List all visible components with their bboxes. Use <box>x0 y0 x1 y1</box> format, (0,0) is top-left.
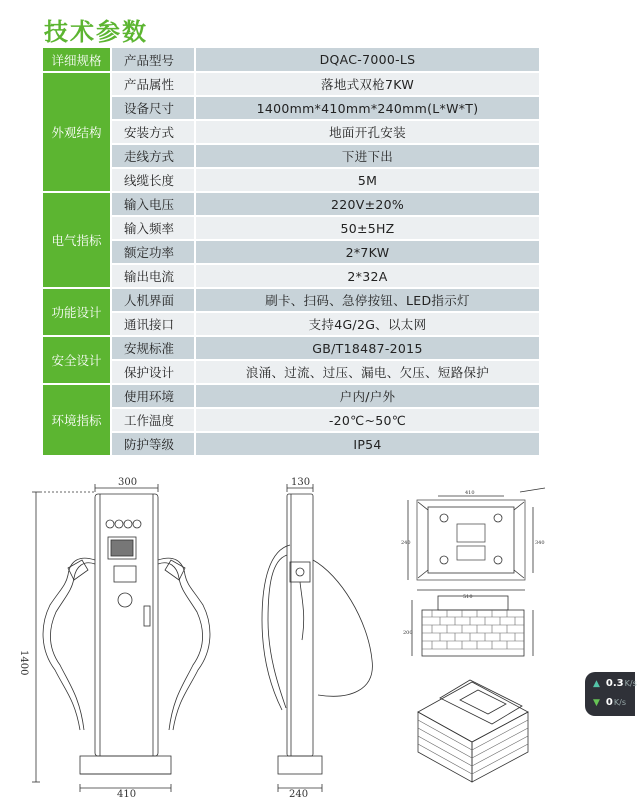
param-name-cell: 防护等级 <box>111 432 195 456</box>
param-value-cell: IP54 <box>195 432 539 456</box>
param-name-cell: 安装方式 <box>111 120 195 144</box>
table-row <box>43 216 539 240</box>
download-value: 0 <box>605 697 613 708</box>
plan-view-drawing <box>408 488 545 590</box>
side-view-drawing <box>262 484 372 792</box>
dim-side-bottom: 240 <box>289 789 309 798</box>
category-cell: 外观结构 <box>43 72 111 192</box>
table-row <box>43 384 539 408</box>
category-cell: 电气指标 <box>43 192 111 288</box>
param-value-cell: DQAC-7000-LS <box>195 48 539 72</box>
dim-plan-depth: 240 <box>401 540 411 546</box>
param-name-cell: 产品属性 <box>111 72 195 96</box>
param-value-cell: 2*7KW <box>195 240 539 264</box>
table-row <box>43 168 539 192</box>
dim-elevation-height: 200 <box>403 630 413 636</box>
param-value-cell: -20℃~50℃ <box>195 408 539 432</box>
param-name-cell: 输出电流 <box>111 264 195 288</box>
upload-value: 0.3 <box>605 678 624 689</box>
upload-arrow-icon: ▲ <box>593 678 600 689</box>
table-row <box>43 312 539 336</box>
param-name-cell: 输入电压 <box>111 192 195 216</box>
table-row <box>43 48 539 72</box>
dim-side-top: 130 <box>291 477 311 488</box>
param-value-cell: 220V±20% <box>195 192 539 216</box>
param-value-cell: 落地式双枪7KW <box>195 72 539 96</box>
table-row <box>43 96 539 120</box>
table-row <box>43 192 539 216</box>
table-row <box>43 144 539 168</box>
param-value-cell: GB/T18487-2015 <box>195 336 539 360</box>
table-row <box>43 120 539 144</box>
spec-table <box>43 48 539 457</box>
category-cell: 环境指标 <box>43 384 111 456</box>
table-row <box>43 360 539 384</box>
section-title: 技术参数 <box>44 18 148 46</box>
param-name-cell: 线缆长度 <box>111 168 195 192</box>
front-view-drawing <box>32 484 210 792</box>
network-speed-widget <box>585 672 635 716</box>
table-row <box>43 336 539 360</box>
param-name-cell: 人机界面 <box>111 288 195 312</box>
category-cell: 安全设计 <box>43 336 111 384</box>
table-row <box>43 432 539 456</box>
param-name-cell: 输入频率 <box>111 216 195 240</box>
table-row <box>43 240 539 264</box>
param-value-cell: 2*32A <box>195 264 539 288</box>
isometric-drawing <box>418 680 528 782</box>
param-value-cell: 浪涌、过流、过压、漏电、欠压、短路保护 <box>195 360 539 384</box>
param-name-cell: 额定功率 <box>111 240 195 264</box>
param-name-cell: 通讯接口 <box>111 312 195 336</box>
param-value-cell: 刷卡、扫码、急停按钮、LED指示灯 <box>195 288 539 312</box>
param-value-cell: 支持4G/2G、以太网 <box>195 312 539 336</box>
param-name-cell: 设备尺寸 <box>111 96 195 120</box>
param-value-cell: 50±5HZ <box>195 216 539 240</box>
param-value-cell: 1400mm*410mm*240mm(L*W*T) <box>195 96 539 120</box>
download-unit: K/s <box>613 698 626 707</box>
table-row <box>43 288 539 312</box>
dim-front-height: 1400 <box>18 650 29 676</box>
table-row <box>43 408 539 432</box>
dim-plan-outer-depth: 340 <box>535 540 545 546</box>
table-row <box>43 72 539 96</box>
param-value-cell: 5M <box>195 168 539 192</box>
param-name-cell: 保护设计 <box>111 360 195 384</box>
param-value-cell: 地面开孔安装 <box>195 120 539 144</box>
elevation-drawing <box>412 596 533 656</box>
table-row <box>43 264 539 288</box>
upload-unit: K/s <box>624 679 637 688</box>
param-name-cell: 安规标准 <box>111 336 195 360</box>
dim-plan-outer-width: 510 <box>463 594 473 600</box>
dim-front-top: 300 <box>118 477 138 488</box>
category-cell: 详细规格 <box>43 48 111 72</box>
param-name-cell: 产品型号 <box>111 48 195 72</box>
download-arrow-icon: ▼ <box>593 697 600 708</box>
dim-front-bottom: 410 <box>117 789 137 798</box>
param-name-cell: 走线方式 <box>111 144 195 168</box>
category-cell: 功能设计 <box>43 288 111 336</box>
param-value-cell: 户内/户外 <box>195 384 539 408</box>
dim-plan-width: 410 <box>465 490 475 496</box>
param-name-cell: 工作温度 <box>111 408 195 432</box>
param-name-cell: 使用环境 <box>111 384 195 408</box>
param-value-cell: 下进下出 <box>195 144 539 168</box>
